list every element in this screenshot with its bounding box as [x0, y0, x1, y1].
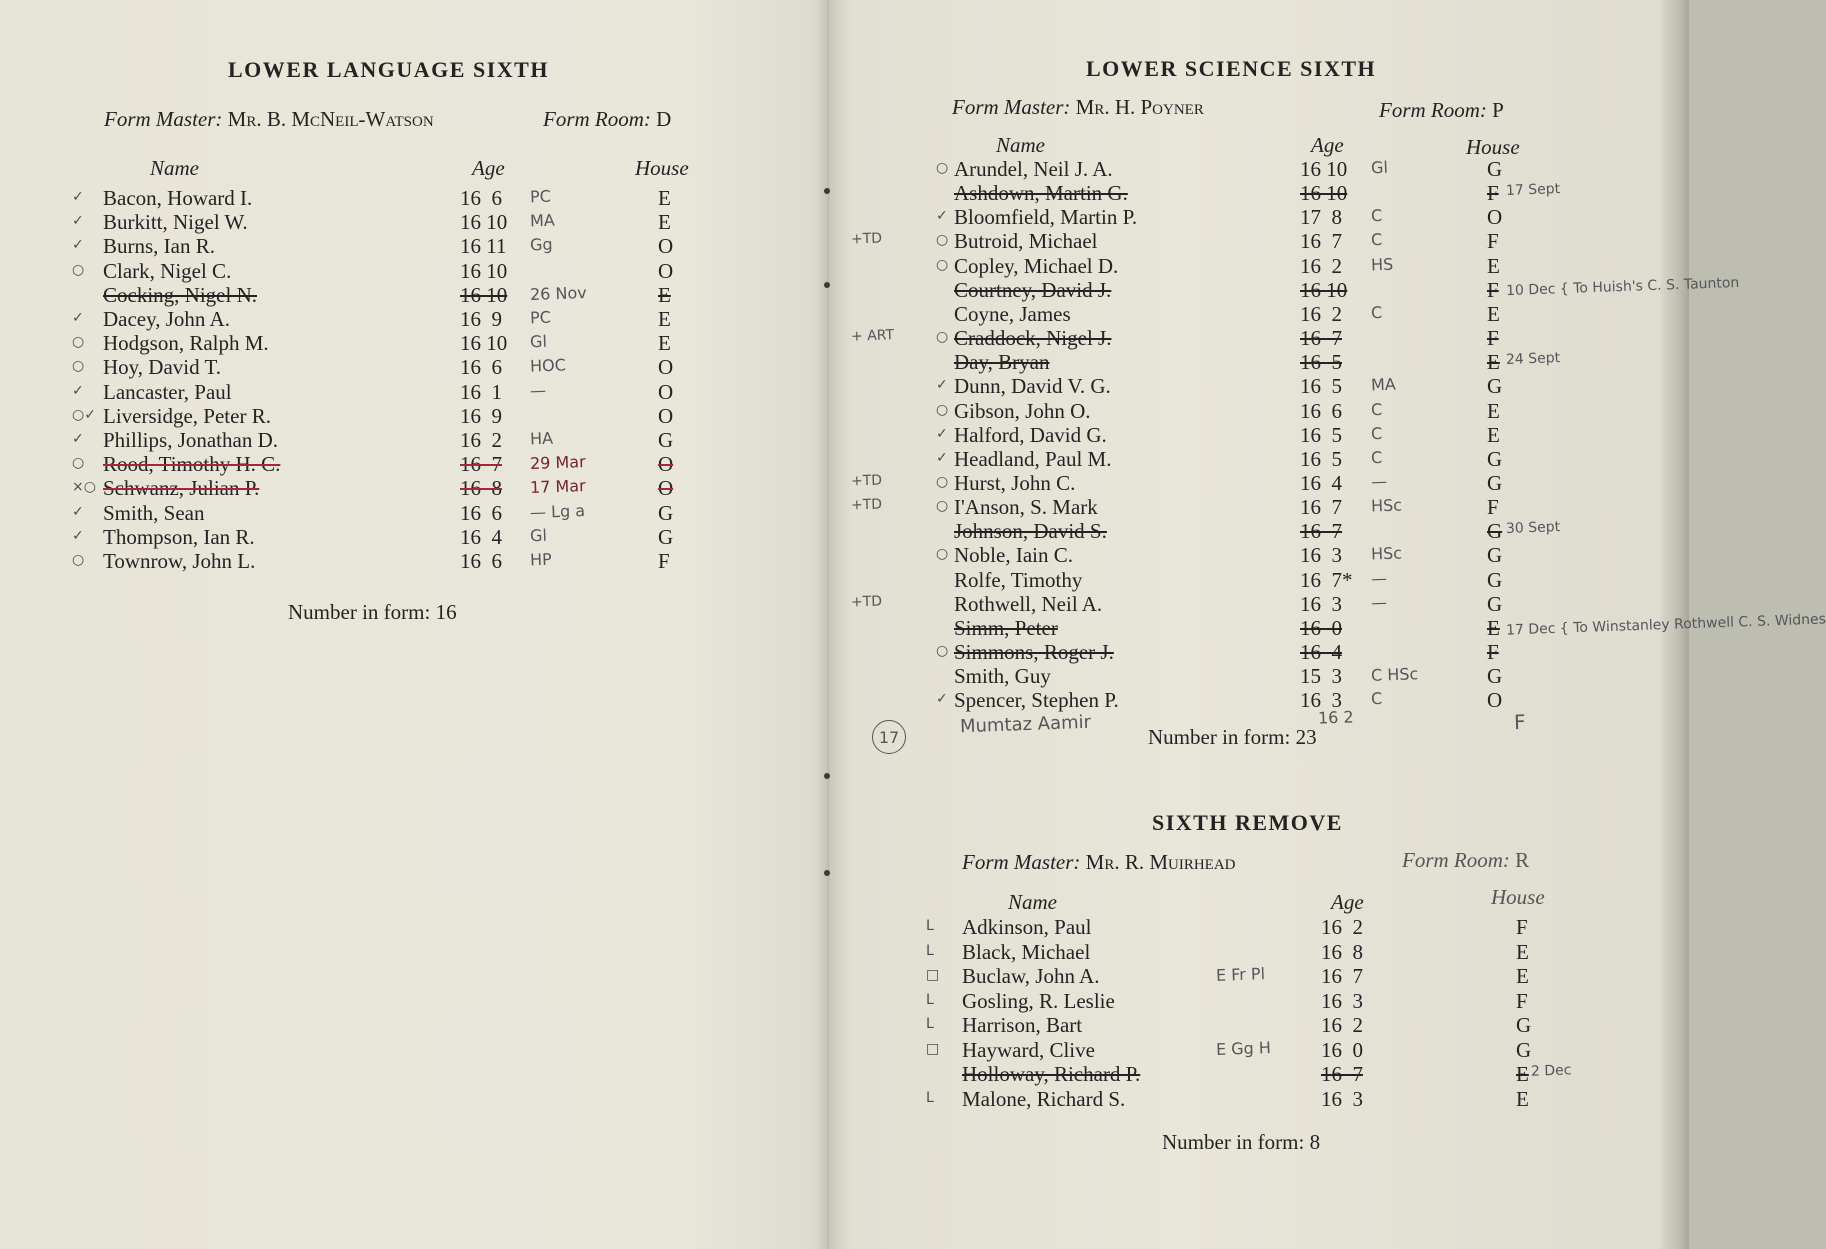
student-name: Craddock, Nigel J. — [954, 326, 1112, 351]
student-age: 16 6 — [1300, 398, 1342, 423]
student-age: 16 1 — [460, 379, 502, 404]
student-name: Rothwell, Neil A. — [954, 591, 1103, 616]
list-item — [826, 447, 1681, 471]
student-name: Dunn, David V. G. — [954, 374, 1111, 399]
student-age: 16 10 — [1300, 157, 1348, 181]
handwritten-note: C — [1370, 230, 1383, 250]
student-name: Copley, Michael D. — [954, 253, 1119, 278]
student-age: 16 10 — [460, 331, 508, 356]
list-item — [0, 549, 826, 573]
list-item — [826, 229, 1681, 253]
student-house: F — [1487, 277, 1499, 302]
student-name: Townrow, John L. — [103, 549, 256, 573]
handwritten-note: 26 Nov — [529, 282, 587, 304]
student-age: 16 4 — [460, 524, 502, 549]
handwritten-note: C — [1370, 399, 1383, 419]
student-house: E — [1516, 964, 1529, 988]
list-item — [0, 501, 826, 525]
student-age: 16 6 — [460, 500, 502, 525]
header-name-remove: Name — [1008, 890, 1057, 914]
list-item — [826, 274, 1740, 302]
list-item — [826, 1013, 1681, 1037]
student-name: Cocking, Nigel N. — [103, 282, 257, 307]
tick-mark: L — [926, 942, 934, 959]
student-age: 16 7 — [1321, 1062, 1363, 1086]
added-student-name: Mumtaz Aamir — [959, 711, 1092, 738]
student-name: Ashdown, Martin G. — [954, 181, 1128, 206]
student-house: G — [1487, 446, 1503, 471]
student-name: Butroid, Michael — [954, 229, 1098, 254]
student-name: Harrison, Bart — [962, 1013, 1083, 1037]
student-age: 16 3 — [1321, 988, 1363, 1013]
list-item — [826, 915, 1681, 939]
tick-mark: ○ — [72, 455, 85, 472]
list-item — [826, 423, 1681, 447]
student-house: O — [658, 234, 674, 259]
header-age-remove: Age — [1331, 890, 1364, 914]
tick-mark: ○ — [936, 329, 949, 346]
student-name: Hayward, Clive — [962, 1037, 1095, 1062]
tick-mark: ○ — [72, 358, 85, 375]
handwritten-note: HSc — [1370, 543, 1403, 564]
header-name-science: Name — [996, 133, 1045, 157]
tick-mark: ×○ — [72, 479, 96, 496]
list-item — [0, 234, 826, 258]
student-age: 16 10 — [460, 258, 508, 283]
right-page — [826, 0, 1826, 1249]
student-house: O — [658, 379, 674, 404]
student-house: F — [1487, 640, 1499, 664]
margin-note: + ART — [850, 327, 895, 345]
tick-mark: ✓ — [936, 691, 948, 708]
handwritten-note: — — [529, 380, 547, 400]
handwritten-leave-note: 2 Dec — [1530, 1062, 1572, 1080]
handwritten-note: Gg — [529, 235, 553, 255]
student-house: E — [658, 331, 671, 356]
student-house: O — [658, 403, 674, 428]
circled-count-annotation: 17 — [872, 720, 906, 754]
tick-mark: □ — [926, 967, 940, 983]
student-name: Simm, Peter — [954, 615, 1058, 640]
student-age: 16 3 — [1300, 591, 1342, 616]
margin-note: +TD — [850, 496, 883, 514]
added-student-age: 16 2 — [1317, 707, 1354, 728]
tick-mark: ✓ — [936, 377, 948, 394]
handwritten-note: PC — [529, 186, 552, 207]
handwritten-note: HS — [1370, 254, 1394, 274]
tick-mark: ✓ — [72, 527, 84, 544]
student-house: G — [658, 428, 674, 452]
list-item — [826, 611, 1826, 640]
handwritten-leave-note: 30 Sept — [1505, 519, 1561, 538]
form-room-line: Form Room: D — [543, 107, 672, 131]
student-house: E — [1516, 1062, 1529, 1086]
student-age: 16 7 — [1300, 326, 1342, 351]
student-age: 16 8 — [460, 476, 502, 501]
margin-note: +TD — [850, 593, 883, 611]
student-age: 16 7 — [1321, 964, 1363, 988]
student-name: Lancaster, Paul — [103, 379, 232, 404]
list-item — [0, 476, 826, 500]
tick-mark: □ — [926, 1040, 940, 1057]
student-age: 16 4 — [1300, 640, 1342, 664]
form-title-science: LOWER SCIENCE SIXTH — [1086, 56, 1377, 81]
student-age: 16 6 — [460, 186, 502, 210]
tick-mark: ○ — [72, 334, 85, 351]
handwritten-note: E Gg H — [1215, 1037, 1272, 1059]
list-item — [0, 307, 826, 331]
form-count-science: Number in form: 23 — [1148, 725, 1317, 749]
student-name: Smith, Sean — [103, 500, 205, 525]
student-age: 16 2 — [1300, 301, 1342, 326]
form-master-line-science: Form Master: Mr. H. Poyner — [952, 95, 1204, 119]
list-item — [0, 404, 826, 428]
student-house: G — [658, 524, 674, 549]
list-item — [826, 157, 1681, 181]
tick-mark: ○ — [936, 160, 949, 176]
student-name: Adkinson, Paul — [962, 915, 1092, 939]
list-item — [826, 326, 1681, 350]
list-item — [826, 664, 1681, 688]
student-house: E — [1487, 422, 1500, 447]
tick-mark: ✓ — [72, 213, 84, 230]
student-name: Arundel, Neil J. A. — [954, 157, 1113, 181]
list-item — [0, 525, 826, 549]
student-age: 16 3 — [1300, 543, 1342, 568]
handwritten-note: Gl — [529, 331, 548, 352]
student-age: 16 2 — [1321, 915, 1363, 939]
student-house: O — [1487, 205, 1503, 230]
list-item — [826, 688, 1681, 712]
student-age: 16 10 — [460, 282, 508, 307]
handwritten-note: C — [1370, 447, 1383, 467]
student-name: Johnson, David S. — [954, 519, 1107, 544]
student-age: 16 7 — [1300, 519, 1342, 544]
student-name: Clark, Nigel C. — [103, 258, 232, 283]
student-age: 16 10 — [1300, 181, 1348, 206]
student-name: Buclaw, John A. — [962, 964, 1100, 988]
student-name: Schwanz, Julian P. — [103, 476, 260, 501]
form-title-remove: SIXTH REMOVE — [1152, 810, 1343, 835]
list-item — [0, 283, 826, 307]
handwritten-leave-note: 17 Sept — [1505, 181, 1561, 200]
student-house: E — [658, 210, 671, 235]
student-name: Noble, Iain C. — [954, 543, 1073, 568]
handwritten-note: HOC — [529, 355, 567, 377]
student-house: E — [658, 186, 671, 210]
student-house: F — [1487, 326, 1499, 351]
tick-mark: ○ — [936, 643, 949, 659]
list-item — [826, 964, 1681, 988]
handwritten-note: E Fr Pl — [1215, 964, 1266, 985]
list-item — [826, 471, 1681, 495]
list-item — [826, 940, 1681, 964]
student-age: 16 9 — [460, 403, 502, 428]
student-age: 16 8 — [1321, 939, 1363, 964]
student-age: 16 2 — [1300, 253, 1342, 278]
student-name: Malone, Richard S. — [962, 1086, 1126, 1111]
student-name: Hurst, John C. — [954, 470, 1076, 495]
list-item — [826, 350, 1681, 374]
student-house: G — [1516, 1013, 1532, 1037]
student-name: Coyne, James — [954, 301, 1071, 326]
handwritten-note: — Lg a — [529, 500, 586, 522]
student-house: E — [1516, 939, 1529, 964]
tick-mark: ○ — [936, 401, 949, 418]
student-house: F — [1487, 181, 1499, 206]
student-age: 16 0 — [1300, 615, 1342, 640]
header-age-science: Age — [1311, 133, 1344, 157]
student-house: G — [1487, 567, 1503, 592]
margin-note: +TD — [850, 230, 883, 248]
student-house: O — [658, 258, 674, 283]
student-house: G — [1487, 519, 1503, 544]
form-title-language: LOWER LANGUAGE SIXTH — [228, 57, 549, 82]
handwritten-note: HP — [529, 549, 553, 570]
handwritten-note: Gl — [529, 525, 548, 546]
handwritten-note: PC — [529, 307, 552, 328]
student-name: Gosling, R. Leslie — [962, 988, 1115, 1013]
student-house: G — [1516, 1037, 1532, 1062]
tick-mark: L — [926, 1016, 934, 1032]
tick-mark: ○ — [936, 546, 949, 563]
handwritten-note: MA — [529, 210, 556, 231]
tick-mark: ✓ — [72, 237, 84, 254]
student-name: Holloway, Richard P. — [962, 1062, 1141, 1086]
student-name: Day, Bryan — [954, 350, 1050, 375]
student-house: E — [1487, 350, 1500, 375]
student-house: E — [1487, 253, 1500, 278]
header-name: Name — [150, 156, 199, 180]
student-house: O — [658, 476, 674, 501]
handwritten-leave-note: 24 Sept — [1505, 350, 1561, 369]
tick-mark: ✓ — [72, 431, 84, 447]
list-item — [0, 186, 826, 210]
student-name: Rood, Timothy H. C. — [103, 452, 281, 477]
added-student-house: F — [1513, 709, 1526, 735]
form-count-remove: Number in form: 8 — [1162, 1130, 1321, 1154]
student-age: 16 5 — [1300, 374, 1342, 399]
handwritten-note: C — [1370, 206, 1383, 226]
student-name: Smith, Guy — [954, 664, 1051, 689]
student-age: 16 10 — [460, 210, 508, 235]
student-name: Rolfe, Timothy — [954, 567, 1083, 592]
student-house: G — [1487, 591, 1503, 616]
list-item — [0, 259, 826, 283]
form-master-line: Form Master: Mr. B. McNeil-Watson — [104, 107, 434, 131]
list-item — [826, 519, 1681, 543]
student-age: 16 7* — [1300, 567, 1353, 592]
student-age: 16 2 — [1321, 1013, 1363, 1037]
student-house: E — [658, 307, 671, 331]
tick-mark: ○ — [936, 473, 949, 490]
student-age: 16 0 — [1321, 1037, 1363, 1062]
handwritten-note: C — [1370, 423, 1383, 443]
student-house: E — [658, 282, 671, 307]
handwritten-note: C — [1370, 302, 1383, 323]
student-age: 16 3 — [1300, 688, 1342, 713]
student-house: F — [1516, 915, 1528, 939]
student-house: G — [1487, 543, 1503, 568]
handwritten-leave-note: 10 Dec { To Huish's C. S. Taunton — [1505, 274, 1740, 299]
tick-mark: ○ — [936, 498, 949, 515]
tick-mark: ○ — [72, 552, 85, 568]
student-name: Phillips, Jonathan D. — [103, 428, 279, 452]
student-age: 16 7 — [460, 452, 502, 477]
tick-mark: ✓ — [72, 310, 84, 326]
student-name: Simmons, Roger J. — [954, 640, 1114, 664]
list-item — [0, 452, 826, 476]
tick-mark: ✓ — [936, 449, 948, 466]
form-count: Number in form: 16 — [288, 600, 457, 624]
student-house: G — [658, 500, 674, 525]
student-age: 16 5 — [1300, 422, 1342, 447]
student-name: Bacon, Howard I. — [103, 186, 253, 210]
student-name: Burns, Ian R. — [103, 234, 215, 259]
student-age: 16 5 — [1300, 446, 1342, 471]
student-name: Bloomfield, Martin P. — [954, 205, 1138, 230]
student-name: Hodgson, Ralph M. — [103, 331, 269, 356]
handwritten-note: C HSc — [1370, 664, 1419, 685]
list-item — [0, 428, 826, 452]
tick-mark: L — [926, 918, 934, 934]
left-page — [0, 0, 826, 1249]
form-room-line-remove: Form Room: R — [1402, 848, 1530, 872]
student-name: Burkitt, Nigel W. — [103, 210, 248, 235]
student-age: 15 3 — [1300, 664, 1342, 689]
tick-mark: ○ — [936, 232, 949, 249]
tick-mark: ✓ — [72, 503, 84, 520]
list-item — [0, 380, 826, 404]
student-name: Courtney, David J. — [954, 277, 1112, 302]
handwritten-note: MA — [1370, 374, 1397, 395]
list-item — [826, 495, 1681, 519]
student-name: Hoy, David T. — [103, 355, 222, 380]
student-age: 16 6 — [460, 549, 502, 573]
handwritten-note: HA — [529, 428, 554, 449]
student-house: E — [1487, 615, 1500, 640]
tick-mark: L — [926, 991, 934, 1008]
student-house: E — [1487, 398, 1500, 423]
tick-mark: ○ — [936, 256, 949, 273]
student-age: 16 3 — [1321, 1086, 1363, 1111]
list-item — [826, 399, 1681, 423]
tick-mark: ○✓ — [72, 406, 96, 423]
list-item — [826, 1038, 1681, 1062]
handwritten-note: — — [1370, 471, 1388, 492]
student-name: Gibson, John O. — [954, 398, 1091, 423]
student-age: 16 11 — [460, 234, 507, 259]
student-house: F — [1487, 229, 1499, 254]
student-name: Thompson, Ian R. — [103, 524, 255, 549]
student-house: G — [1487, 470, 1503, 495]
handwritten-note: HSc — [1370, 495, 1403, 516]
student-age: 17 8 — [1300, 205, 1342, 230]
list-item — [826, 1087, 1681, 1111]
list-item — [826, 640, 1681, 664]
list-item — [0, 331, 826, 355]
tick-mark: L — [926, 1089, 934, 1106]
tick-mark: ✓ — [936, 425, 948, 442]
student-age: 16 6 — [460, 355, 502, 380]
list-item — [826, 568, 1681, 592]
tick-mark: ✓ — [936, 208, 948, 225]
student-name: Headland, Paul M. — [954, 446, 1112, 471]
list-item — [0, 210, 826, 234]
header-house-remove: House — [1491, 885, 1545, 909]
student-house: F — [1516, 988, 1528, 1013]
list-item — [0, 355, 826, 379]
student-age: 16 2 — [460, 428, 502, 452]
handwritten-note: — — [1370, 592, 1388, 612]
handwritten-note: — — [1370, 568, 1388, 588]
student-house: O — [658, 355, 674, 380]
student-age: 16 10 — [1300, 277, 1348, 302]
student-house: G — [1487, 374, 1503, 399]
header-house: House — [635, 156, 689, 180]
list-item — [826, 592, 1681, 616]
student-house: E — [1487, 301, 1500, 326]
student-house: G — [1487, 157, 1503, 181]
handwritten-leave-note: 17 Dec { To Winstanley Rothwell C. S. Widnes — [1505, 611, 1826, 639]
student-age: 16 9 — [460, 307, 502, 331]
student-age: 16 7 — [1300, 495, 1342, 520]
margin-note: +TD — [850, 472, 883, 490]
student-age: 16 5 — [1300, 350, 1342, 375]
handwritten-note: C — [1370, 689, 1383, 709]
student-house: F — [1487, 495, 1499, 520]
tick-mark: ✓ — [72, 189, 84, 205]
form-room-line-science: Form Room: P — [1379, 98, 1504, 122]
list-item — [826, 254, 1681, 278]
tick-mark: ✓ — [72, 382, 84, 399]
list-item — [826, 205, 1681, 229]
handwritten-note: 29 Mar — [529, 452, 586, 474]
handwritten-note: Gl — [1370, 157, 1389, 178]
student-name: Dacey, John A. — [103, 307, 230, 331]
tick-mark: ○ — [72, 261, 85, 278]
student-name: Spencer, Stephen P. — [954, 688, 1119, 713]
header-age: Age — [472, 156, 505, 180]
list-item — [826, 543, 1681, 567]
student-house: O — [658, 452, 674, 477]
student-house: O — [1487, 688, 1503, 713]
student-house: G — [1487, 664, 1503, 689]
student-house: F — [658, 549, 670, 573]
student-name: I'Anson, S. Mark — [954, 495, 1098, 520]
student-house: E — [1516, 1086, 1529, 1111]
student-age: 16 7 — [1300, 229, 1342, 254]
list-item — [826, 1062, 1681, 1086]
student-name: Halford, David G. — [954, 422, 1107, 447]
student-name: Black, Michael — [962, 939, 1091, 964]
student-name: Liversidge, Peter R. — [103, 403, 271, 428]
form-master-line-remove: Form Master: Mr. R. Muirhead — [962, 850, 1236, 874]
handwritten-note: 17 Mar — [529, 476, 586, 498]
list-item — [826, 374, 1681, 398]
student-age: 16 4 — [1300, 470, 1342, 495]
list-item — [826, 989, 1681, 1013]
list-item — [826, 302, 1681, 326]
header-house-science: House — [1466, 135, 1520, 159]
list-item — [826, 181, 1681, 205]
